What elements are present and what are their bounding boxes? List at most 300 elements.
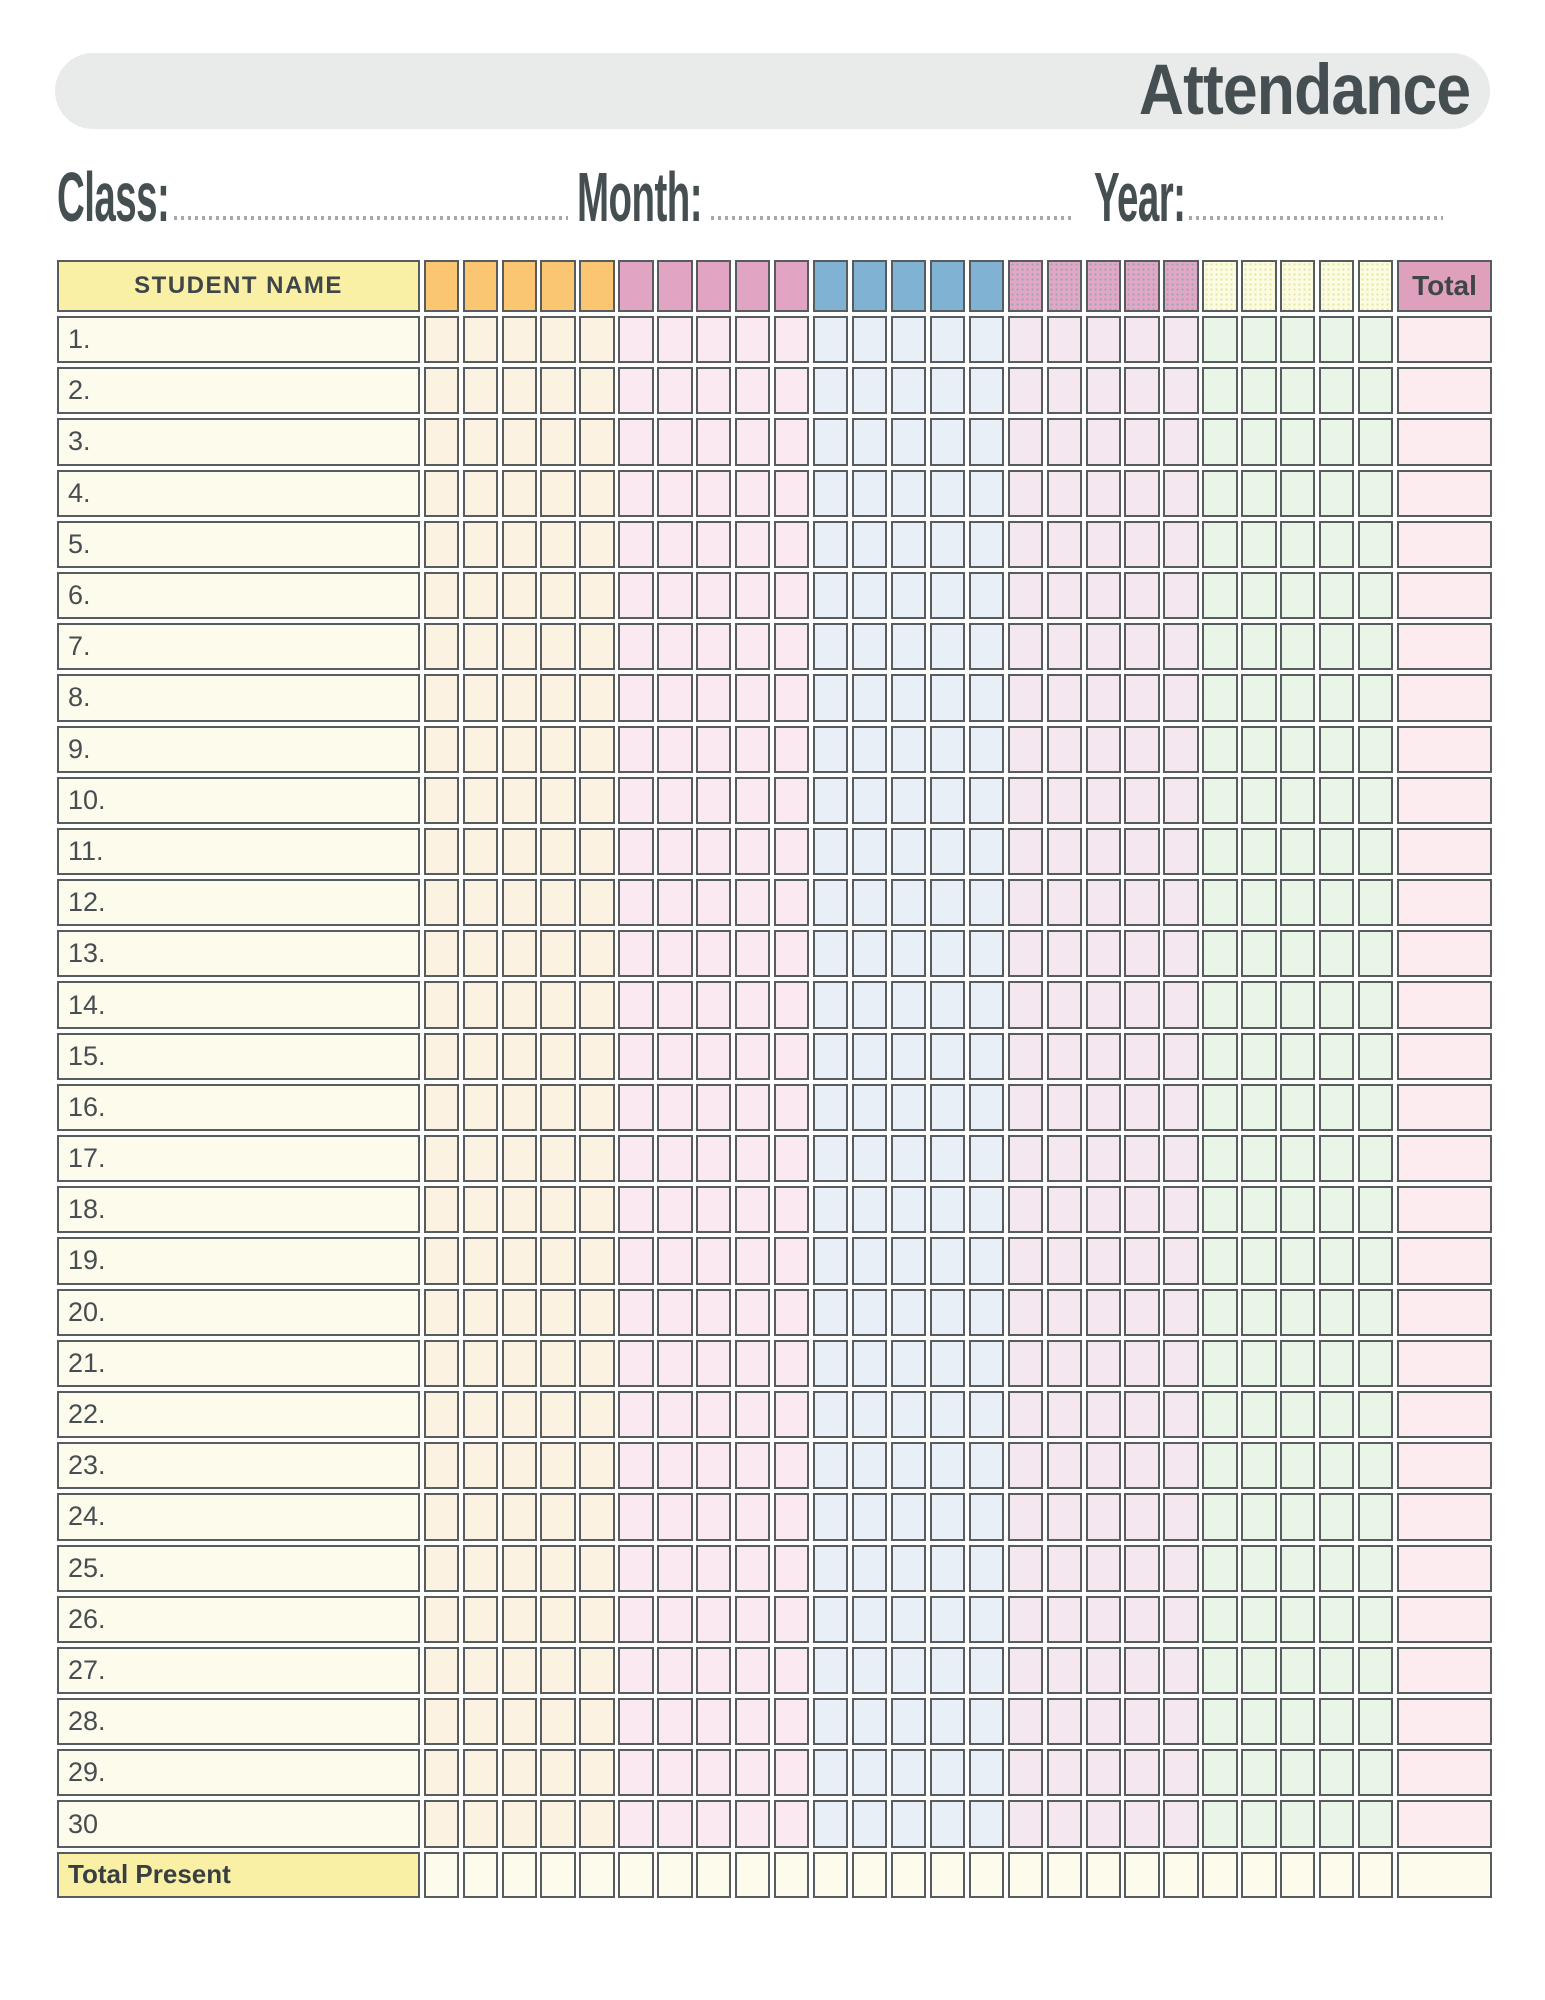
attendance-cell[interactable] <box>463 1033 498 1080</box>
attendance-cell[interactable] <box>735 623 770 670</box>
attendance-cell[interactable] <box>852 316 887 363</box>
attendance-cell[interactable] <box>618 367 653 414</box>
attendance-cell[interactable] <box>774 1033 809 1080</box>
day-header-cell-8[interactable] <box>696 260 731 312</box>
attendance-cell[interactable] <box>852 1237 887 1284</box>
attendance-cell[interactable] <box>969 623 1004 670</box>
attendance-cell[interactable] <box>1319 1237 1354 1284</box>
attendance-cell[interactable] <box>1163 470 1198 517</box>
attendance-cell[interactable] <box>969 1749 1004 1796</box>
attendance-cell[interactable] <box>463 1391 498 1438</box>
attendance-cell[interactable] <box>424 367 459 414</box>
attendance-cell[interactable] <box>657 367 692 414</box>
attendance-cell[interactable] <box>1358 1442 1393 1489</box>
attendance-cell[interactable] <box>1280 418 1315 465</box>
attendance-cell[interactable] <box>696 1237 731 1284</box>
attendance-cell[interactable] <box>1358 1289 1393 1336</box>
attendance-cell[interactable] <box>1319 521 1354 568</box>
attendance-cell[interactable] <box>1008 1135 1043 1182</box>
attendance-cell[interactable] <box>540 1698 575 1745</box>
attendance-cell[interactable] <box>930 623 965 670</box>
attendance-cell[interactable] <box>1124 930 1159 977</box>
attendance-cell[interactable] <box>1358 1698 1393 1745</box>
attendance-cell[interactable] <box>1163 1442 1198 1489</box>
attendance-cell[interactable] <box>1280 1545 1315 1592</box>
attendance-cell[interactable] <box>540 1084 575 1131</box>
attendance-cell[interactable] <box>1319 1698 1354 1745</box>
attendance-cell[interactable] <box>657 674 692 721</box>
attendance-cell[interactable] <box>502 418 537 465</box>
attendance-cell[interactable] <box>891 1800 926 1847</box>
attendance-cell[interactable] <box>969 1391 1004 1438</box>
row-total-cell[interactable] <box>1397 1749 1492 1796</box>
attendance-cell[interactable] <box>502 1596 537 1643</box>
attendance-cell[interactable] <box>1124 1084 1159 1131</box>
attendance-cell[interactable] <box>1047 1493 1082 1540</box>
attendance-cell[interactable] <box>969 316 1004 363</box>
attendance-cell[interactable] <box>930 1135 965 1182</box>
attendance-cell[interactable] <box>1008 1084 1043 1131</box>
attendance-cell[interactable] <box>891 1237 926 1284</box>
attendance-cell[interactable] <box>424 572 459 619</box>
attendance-cell[interactable] <box>1124 623 1159 670</box>
student-name-cell-30[interactable]: 30 <box>57 1800 420 1847</box>
attendance-cell[interactable] <box>1202 1135 1237 1182</box>
attendance-cell[interactable] <box>1124 1289 1159 1336</box>
attendance-cell[interactable] <box>774 674 809 721</box>
attendance-cell[interactable] <box>618 1186 653 1233</box>
attendance-cell[interactable] <box>502 1237 537 1284</box>
attendance-cell[interactable] <box>1008 1186 1043 1233</box>
attendance-cell[interactable] <box>930 572 965 619</box>
attendance-cell[interactable] <box>1124 828 1159 875</box>
attendance-cell[interactable] <box>735 1698 770 1745</box>
attendance-cell[interactable] <box>1008 828 1043 875</box>
attendance-cell[interactable] <box>1163 367 1198 414</box>
attendance-cell[interactable] <box>1358 828 1393 875</box>
attendance-cell[interactable] <box>774 777 809 824</box>
attendance-cell[interactable] <box>969 367 1004 414</box>
attendance-cell[interactable] <box>1241 1749 1276 1796</box>
attendance-cell[interactable] <box>696 828 731 875</box>
attendance-cell[interactable] <box>579 367 614 414</box>
attendance-cell[interactable] <box>1319 777 1354 824</box>
attendance-cell[interactable] <box>813 367 848 414</box>
attendance-cell[interactable] <box>463 1749 498 1796</box>
attendance-cell[interactable] <box>930 726 965 773</box>
attendance-cell[interactable] <box>735 981 770 1028</box>
row-total-cell[interactable] <box>1397 316 1492 363</box>
attendance-cell[interactable] <box>1163 572 1198 619</box>
attendance-cell[interactable] <box>1202 418 1237 465</box>
attendance-cell[interactable] <box>735 1749 770 1796</box>
attendance-cell[interactable] <box>657 1186 692 1233</box>
attendance-cell[interactable] <box>1086 1237 1121 1284</box>
attendance-cell[interactable] <box>1163 674 1198 721</box>
attendance-cell[interactable] <box>1047 521 1082 568</box>
attendance-cell[interactable] <box>540 1033 575 1080</box>
attendance-cell[interactable] <box>1086 726 1121 773</box>
attendance-cell[interactable] <box>735 572 770 619</box>
attendance-cell[interactable] <box>930 981 965 1028</box>
attendance-cell[interactable] <box>579 828 614 875</box>
attendance-cell[interactable] <box>969 1698 1004 1745</box>
attendance-cell[interactable] <box>1358 521 1393 568</box>
attendance-cell[interactable] <box>852 1698 887 1745</box>
attendance-cell[interactable] <box>1358 418 1393 465</box>
attendance-cell[interactable] <box>969 572 1004 619</box>
attendance-cell[interactable] <box>1163 726 1198 773</box>
attendance-cell[interactable] <box>1358 777 1393 824</box>
attendance-cell[interactable] <box>618 1135 653 1182</box>
attendance-cell[interactable] <box>1280 1340 1315 1387</box>
attendance-cell[interactable] <box>1358 1135 1393 1182</box>
attendance-cell[interactable] <box>852 367 887 414</box>
attendance-cell[interactable] <box>463 623 498 670</box>
attendance-cell[interactable] <box>969 726 1004 773</box>
total-present-grand-total-cell[interactable] <box>1397 1852 1492 1898</box>
attendance-cell[interactable] <box>1241 1545 1276 1592</box>
attendance-cell[interactable] <box>1124 367 1159 414</box>
attendance-cell[interactable] <box>852 1596 887 1643</box>
attendance-cell[interactable] <box>1319 1493 1354 1540</box>
attendance-cell[interactable] <box>1047 316 1082 363</box>
attendance-cell[interactable] <box>657 572 692 619</box>
row-total-cell[interactable] <box>1397 674 1492 721</box>
attendance-cell[interactable] <box>1047 1237 1082 1284</box>
attendance-cell[interactable] <box>813 1442 848 1489</box>
attendance-cell[interactable] <box>852 1545 887 1592</box>
total-present-cell[interactable] <box>969 1852 1004 1898</box>
student-name-cell-22[interactable]: 22. <box>57 1391 420 1438</box>
attendance-cell[interactable] <box>891 418 926 465</box>
attendance-cell[interactable] <box>1047 879 1082 926</box>
attendance-cell[interactable] <box>1163 1545 1198 1592</box>
attendance-cell[interactable] <box>1319 1084 1354 1131</box>
attendance-cell[interactable] <box>424 1749 459 1796</box>
attendance-cell[interactable] <box>1163 981 1198 1028</box>
student-name-cell-3[interactable]: 3. <box>57 418 420 465</box>
attendance-cell[interactable] <box>930 1596 965 1643</box>
attendance-cell[interactable] <box>735 1596 770 1643</box>
attendance-cell[interactable] <box>1008 418 1043 465</box>
attendance-cell[interactable] <box>1008 1340 1043 1387</box>
attendance-cell[interactable] <box>1241 930 1276 977</box>
attendance-cell[interactable] <box>852 418 887 465</box>
attendance-cell[interactable] <box>424 316 459 363</box>
attendance-cell[interactable] <box>1358 1749 1393 1796</box>
attendance-cell[interactable] <box>1202 623 1237 670</box>
attendance-cell[interactable] <box>1280 1442 1315 1489</box>
attendance-cell[interactable] <box>463 572 498 619</box>
attendance-cell[interactable] <box>1202 879 1237 926</box>
attendance-cell[interactable] <box>657 777 692 824</box>
attendance-cell[interactable] <box>735 1545 770 1592</box>
attendance-cell[interactable] <box>540 1647 575 1694</box>
attendance-cell[interactable] <box>1358 470 1393 517</box>
attendance-cell[interactable] <box>1124 1186 1159 1233</box>
row-total-cell[interactable] <box>1397 1698 1492 1745</box>
day-header-cell-12[interactable] <box>852 260 887 312</box>
attendance-cell[interactable] <box>696 623 731 670</box>
attendance-cell[interactable] <box>1163 879 1198 926</box>
attendance-cell[interactable] <box>1358 981 1393 1028</box>
attendance-cell[interactable] <box>1280 726 1315 773</box>
attendance-cell[interactable] <box>774 1391 809 1438</box>
attendance-cell[interactable] <box>1241 367 1276 414</box>
attendance-cell[interactable] <box>891 1698 926 1745</box>
attendance-cell[interactable] <box>891 521 926 568</box>
attendance-cell[interactable] <box>1008 1800 1043 1847</box>
attendance-cell[interactable] <box>969 1647 1004 1694</box>
attendance-cell[interactable] <box>1241 981 1276 1028</box>
attendance-cell[interactable] <box>579 316 614 363</box>
attendance-cell[interactable] <box>813 1237 848 1284</box>
attendance-cell[interactable] <box>424 623 459 670</box>
attendance-cell[interactable] <box>774 1442 809 1489</box>
attendance-cell[interactable] <box>1241 1800 1276 1847</box>
attendance-cell[interactable] <box>618 1033 653 1080</box>
attendance-cell[interactable] <box>930 418 965 465</box>
attendance-cell[interactable] <box>1086 572 1121 619</box>
attendance-cell[interactable] <box>774 1596 809 1643</box>
attendance-cell[interactable] <box>735 930 770 977</box>
attendance-cell[interactable] <box>1008 1391 1043 1438</box>
attendance-cell[interactable] <box>1163 418 1198 465</box>
attendance-cell[interactable] <box>696 1186 731 1233</box>
total-present-cell[interactable] <box>1280 1852 1315 1898</box>
attendance-cell[interactable] <box>618 316 653 363</box>
attendance-cell[interactable] <box>930 1493 965 1540</box>
total-present-cell[interactable] <box>1047 1852 1082 1898</box>
attendance-cell[interactable] <box>969 1800 1004 1847</box>
attendance-cell[interactable] <box>540 828 575 875</box>
attendance-cell[interactable] <box>618 1545 653 1592</box>
attendance-cell[interactable] <box>579 1493 614 1540</box>
attendance-cell[interactable] <box>696 1391 731 1438</box>
attendance-cell[interactable] <box>1124 1647 1159 1694</box>
attendance-cell[interactable] <box>891 1545 926 1592</box>
attendance-cell[interactable] <box>774 418 809 465</box>
attendance-cell[interactable] <box>502 1800 537 1847</box>
attendance-cell[interactable] <box>1319 879 1354 926</box>
attendance-cell[interactable] <box>1358 367 1393 414</box>
day-header-cell-17[interactable] <box>1047 260 1082 312</box>
attendance-cell[interactable] <box>1163 521 1198 568</box>
attendance-cell[interactable] <box>891 1596 926 1643</box>
attendance-cell[interactable] <box>540 316 575 363</box>
attendance-cell[interactable] <box>1202 1033 1237 1080</box>
attendance-cell[interactable] <box>1241 777 1276 824</box>
attendance-cell[interactable] <box>696 1340 731 1387</box>
attendance-cell[interactable] <box>813 1084 848 1131</box>
attendance-cell[interactable] <box>579 1186 614 1233</box>
total-present-cell[interactable] <box>463 1852 498 1898</box>
student-name-cell-9[interactable]: 9. <box>57 726 420 773</box>
attendance-cell[interactable] <box>424 1033 459 1080</box>
attendance-cell[interactable] <box>463 1186 498 1233</box>
attendance-cell[interactable] <box>696 1647 731 1694</box>
attendance-cell[interactable] <box>852 1391 887 1438</box>
attendance-cell[interactable] <box>1086 470 1121 517</box>
attendance-cell[interactable] <box>852 1084 887 1131</box>
attendance-cell[interactable] <box>1008 1596 1043 1643</box>
attendance-cell[interactable] <box>502 1647 537 1694</box>
attendance-cell[interactable] <box>735 1084 770 1131</box>
attendance-cell[interactable] <box>540 777 575 824</box>
attendance-cell[interactable] <box>657 828 692 875</box>
day-header-cell-19[interactable] <box>1124 260 1159 312</box>
attendance-cell[interactable] <box>540 1442 575 1489</box>
attendance-cell[interactable] <box>1319 1033 1354 1080</box>
attendance-cell[interactable] <box>891 777 926 824</box>
attendance-cell[interactable] <box>1086 1442 1121 1489</box>
attendance-cell[interactable] <box>1202 1442 1237 1489</box>
attendance-cell[interactable] <box>1280 1391 1315 1438</box>
attendance-cell[interactable] <box>696 1698 731 1745</box>
attendance-cell[interactable] <box>1241 521 1276 568</box>
total-present-cell[interactable] <box>891 1852 926 1898</box>
attendance-cell[interactable] <box>813 1800 848 1847</box>
attendance-cell[interactable] <box>1319 1135 1354 1182</box>
day-header-cell-14[interactable] <box>930 260 965 312</box>
attendance-cell[interactable] <box>1124 777 1159 824</box>
attendance-cell[interactable] <box>540 1545 575 1592</box>
attendance-cell[interactable] <box>852 726 887 773</box>
attendance-cell[interactable] <box>502 572 537 619</box>
attendance-cell[interactable] <box>502 1493 537 1540</box>
student-name-cell-20[interactable]: 20. <box>57 1289 420 1336</box>
attendance-cell[interactable] <box>852 1442 887 1489</box>
attendance-cell[interactable] <box>1280 674 1315 721</box>
attendance-cell[interactable] <box>969 1237 1004 1284</box>
attendance-cell[interactable] <box>891 1391 926 1438</box>
attendance-cell[interactable] <box>1008 1698 1043 1745</box>
student-name-cell-13[interactable]: 13. <box>57 930 420 977</box>
attendance-cell[interactable] <box>1124 1135 1159 1182</box>
attendance-cell[interactable] <box>1086 930 1121 977</box>
attendance-cell[interactable] <box>735 674 770 721</box>
attendance-cell[interactable] <box>502 470 537 517</box>
attendance-cell[interactable] <box>1241 1442 1276 1489</box>
attendance-cell[interactable] <box>813 1596 848 1643</box>
attendance-cell[interactable] <box>1047 674 1082 721</box>
attendance-cell[interactable] <box>891 1442 926 1489</box>
attendance-cell[interactable] <box>1241 623 1276 670</box>
attendance-cell[interactable] <box>1124 674 1159 721</box>
attendance-cell[interactable] <box>852 828 887 875</box>
attendance-cell[interactable] <box>502 1289 537 1336</box>
attendance-cell[interactable] <box>1008 726 1043 773</box>
attendance-cell[interactable] <box>502 981 537 1028</box>
attendance-cell[interactable] <box>463 981 498 1028</box>
attendance-cell[interactable] <box>1047 367 1082 414</box>
attendance-cell[interactable] <box>1280 930 1315 977</box>
attendance-cell[interactable] <box>424 1800 459 1847</box>
attendance-cell[interactable] <box>657 470 692 517</box>
row-total-cell[interactable] <box>1397 1289 1492 1336</box>
attendance-cell[interactable] <box>735 777 770 824</box>
attendance-cell[interactable] <box>696 1545 731 1592</box>
attendance-cell[interactable] <box>502 367 537 414</box>
attendance-cell[interactable] <box>1008 367 1043 414</box>
attendance-cell[interactable] <box>852 981 887 1028</box>
attendance-cell[interactable] <box>1358 726 1393 773</box>
student-name-cell-14[interactable]: 14. <box>57 981 420 1028</box>
attendance-cell[interactable] <box>1008 1237 1043 1284</box>
attendance-cell[interactable] <box>735 521 770 568</box>
student-name-cell-28[interactable]: 28. <box>57 1698 420 1745</box>
attendance-cell[interactable] <box>463 1442 498 1489</box>
attendance-cell[interactable] <box>1202 726 1237 773</box>
attendance-cell[interactable] <box>579 1800 614 1847</box>
attendance-cell[interactable] <box>1319 726 1354 773</box>
attendance-cell[interactable] <box>657 1340 692 1387</box>
attendance-cell[interactable] <box>735 316 770 363</box>
total-present-cell[interactable] <box>579 1852 614 1898</box>
attendance-cell[interactable] <box>618 1391 653 1438</box>
attendance-cell[interactable] <box>424 1391 459 1438</box>
attendance-cell[interactable] <box>463 1135 498 1182</box>
attendance-cell[interactable] <box>1202 1698 1237 1745</box>
attendance-cell[interactable] <box>852 1647 887 1694</box>
attendance-cell[interactable] <box>1086 1135 1121 1182</box>
attendance-cell[interactable] <box>813 777 848 824</box>
attendance-cell[interactable] <box>1086 1084 1121 1131</box>
attendance-cell[interactable] <box>1241 1596 1276 1643</box>
day-header-cell-13[interactable] <box>891 260 926 312</box>
attendance-cell[interactable] <box>1086 674 1121 721</box>
attendance-cell[interactable] <box>1280 879 1315 926</box>
total-present-cell[interactable] <box>1241 1852 1276 1898</box>
attendance-cell[interactable] <box>891 674 926 721</box>
attendance-cell[interactable] <box>969 879 1004 926</box>
attendance-cell[interactable] <box>424 828 459 875</box>
attendance-cell[interactable] <box>1280 1033 1315 1080</box>
total-present-cell[interactable] <box>774 1852 809 1898</box>
attendance-cell[interactable] <box>774 1340 809 1387</box>
attendance-cell[interactable] <box>774 1186 809 1233</box>
attendance-cell[interactable] <box>1358 1237 1393 1284</box>
attendance-cell[interactable] <box>1124 1493 1159 1540</box>
attendance-cell[interactable] <box>696 367 731 414</box>
attendance-cell[interactable] <box>1124 1749 1159 1796</box>
attendance-cell[interactable] <box>1086 1545 1121 1592</box>
attendance-cell[interactable] <box>696 726 731 773</box>
attendance-cell[interactable] <box>1319 316 1354 363</box>
attendance-cell[interactable] <box>1008 623 1043 670</box>
attendance-cell[interactable] <box>1202 674 1237 721</box>
attendance-cell[interactable] <box>969 674 1004 721</box>
attendance-cell[interactable] <box>1241 1698 1276 1745</box>
attendance-cell[interactable] <box>1124 1800 1159 1847</box>
row-total-cell[interactable] <box>1397 1442 1492 1489</box>
row-total-cell[interactable] <box>1397 1800 1492 1847</box>
attendance-cell[interactable] <box>1163 1033 1198 1080</box>
row-total-cell[interactable] <box>1397 777 1492 824</box>
attendance-cell[interactable] <box>1086 418 1121 465</box>
total-present-cell[interactable] <box>1163 1852 1198 1898</box>
attendance-cell[interactable] <box>1008 316 1043 363</box>
attendance-cell[interactable] <box>424 1698 459 1745</box>
day-header-cell-23[interactable] <box>1280 260 1315 312</box>
attendance-cell[interactable] <box>813 930 848 977</box>
row-total-cell[interactable] <box>1397 1135 1492 1182</box>
attendance-cell[interactable] <box>657 1698 692 1745</box>
attendance-cell[interactable] <box>1319 367 1354 414</box>
attendance-cell[interactable] <box>1202 1391 1237 1438</box>
attendance-cell[interactable] <box>1319 470 1354 517</box>
